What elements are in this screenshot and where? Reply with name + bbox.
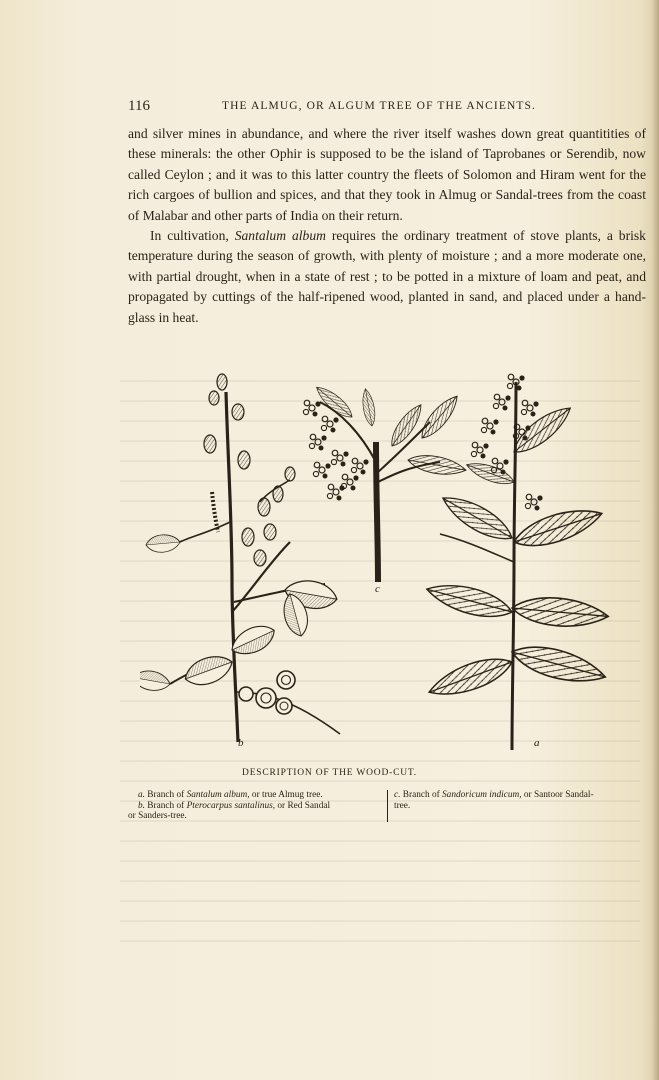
caption-c-text-start: Branch of [400,790,443,800]
caption-a-text-start: Branch of [144,790,187,800]
figure-label-b: b [238,737,244,749]
caption-a-letter: a. [138,790,145,800]
caption-b-line2: or Sanders-tree. [128,811,187,822]
caption-right-column [394,790,646,811]
caption-a-text-end: , or true Almug tree. [247,790,323,800]
woodcut-figure [140,362,635,754]
paragraph-2 [128,226,646,328]
paragraph-1: and silver mines in abundance, and where the river itself washes down great quantitities of these minerals: the other Ophir is supposed to be the island of Taprobanes or Serendib, now called Ceylon ; and it was to this latter country the fleets of Solomon and Hiram went for the rich cargoes of bullion and spices, and that they took in Almug or Sandal-trees from the coast of Malabar and other parts of India on their return. [128,126,646,223]
woodcut-illustration [140,362,635,754]
paragraph-2-rest: requires the ordinary treatment of stove plants, a brisk temperature during the season of growth, with plenty of moisture ; and a more moderate one, with partial drought, when in a state of rest ; to be potted in a mixture of loam and peat, and propagated by cuttings of the half-ripened wood, planted in sand, and placed under a hand-glass in heat. [128,228,646,325]
caption-b-text-end: , or Red Sandal [272,800,331,811]
figure-title: DESCRIPTION OF THE WOOD-CUT. [242,768,417,778]
caption-c-line2: tree. [394,800,411,811]
running-head: THE ALMUG, OR ALGUM TREE OF THE ANCIENTS. [222,100,536,112]
body-text [128,124,646,328]
paragraph-2-start: In cultivation, [150,228,235,244]
species-name-santalum: Santalum album [234,228,326,244]
caption-b-letter: b. [138,800,145,811]
caption-divider [387,790,388,822]
page-header [128,98,646,116]
caption-c-species: Sandoricum indicum [442,790,520,800]
caption-b-species: Pterocarpus santalinus [186,800,273,811]
caption-b [128,801,384,812]
caption-b-text-start: Branch of [144,800,187,811]
figure-label-a: a [534,737,540,749]
caption-left-column [128,790,384,822]
caption-a [128,790,384,801]
page-number: 116 [128,98,150,114]
caption-a-species: Santalum album [186,790,248,800]
caption-c-text-end: , or Santoor Sandal- [519,790,594,800]
caption-c-letter: c. [394,790,401,800]
figure-label-c: c [375,583,380,595]
branch-a-santalum [424,374,610,750]
caption-c [394,790,646,801]
branch-b-pterocarpus [140,374,340,749]
page-gutter [651,0,659,1080]
branch-c-sandoricum [303,382,467,595]
